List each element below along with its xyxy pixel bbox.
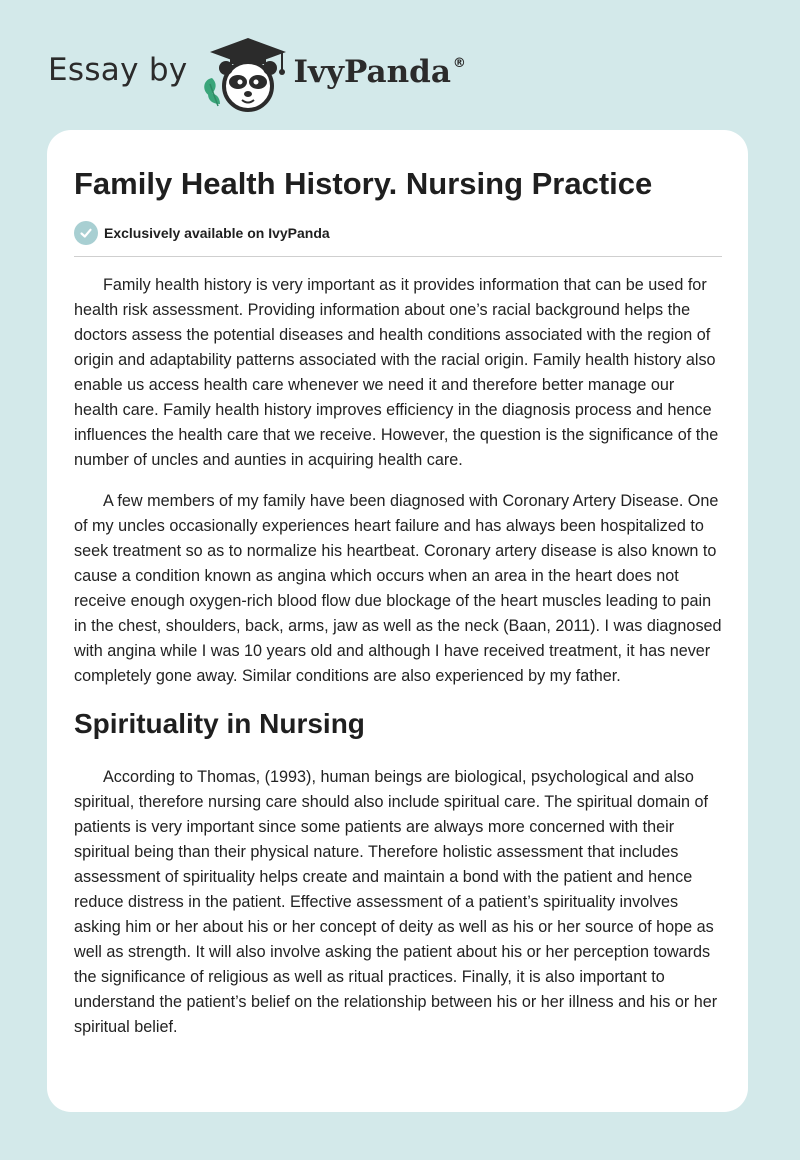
section-heading: Spirituality in Nursing bbox=[74, 708, 365, 739]
check-icon bbox=[74, 221, 98, 245]
panda-graduate-logo-icon[interactable] bbox=[198, 34, 290, 114]
brand-name-text: IvyPanda bbox=[293, 54, 451, 90]
exclusive-badge bbox=[74, 220, 722, 246]
page-title: Family Health History. Nursing Practice bbox=[74, 166, 653, 201]
paragraph-2: A few members of my family have been diagnosed with Coronary Artery Disease. One of my uncles occasionally experiences heart failure and has always been hospitalized to seek treatment so as to normalize his heartbeat. Coronary artery disease is also known to cause a condition known as angina which occurs when an area in the heart does not receive enough oxygen-rich blood flow due blockage of the heart muscles leading to pain in the chest, shoulders, back, arms, jaw as well as the neck (Baan, 2011). I was diagnosed with angina while I was 10 years old and although I have received treatment, it has never completely gone away. Similar conditions are also experienced by my father. bbox=[74, 492, 722, 685]
essay-by-label: Essay by bbox=[48, 52, 188, 88]
essay-card bbox=[47, 130, 748, 1112]
exclusive-badge-text: Exclusively available on IvyPanda bbox=[104, 225, 330, 241]
leaf-icon bbox=[204, 78, 220, 106]
site-header bbox=[48, 34, 466, 114]
paragraph-1: Family health history is very important as it provides information that can be used for health risk assessment. Providing information about one’s racial background helps the doctors assess the potential diseases and health conditions associated with the region of origin and adaptability patterns associated with the racial origin. Family health history also enable us access health care whenever we need it and therefore better manage our health care. Family health history improves efficiency in the diagnosis process and hence influences the health care that we receive. However, the question is the significance of the number of uncles and aunties in acquiring health care. bbox=[74, 276, 719, 469]
brand-name[interactable] bbox=[294, 54, 466, 90]
registered-mark: ® bbox=[452, 56, 466, 71]
divider bbox=[74, 256, 722, 257]
section-paragraph-1: According to Thomas, (1993), human beings are biological, psychological and also spiritual, therefore nursing care should also include spiritual care. The spiritual domain of patients is very important since some patients are always more concerned with their spiritual being than their physical nature. Therefore holistic assessment that includes assessment of spirituality helps create and maintain a bond with the patient and hence reduce distress in the patient. Effective assessment of a patient’s spirituality involves asking him or her about his or her concept of deity as well as his or her source of hope as well as strength. It will also involve asking the patient about his or her perception towards the significance of religious as well as ritual practices. Finally, it is also important to understand the patient’s belief on the relationship between his or her illness and his or her spiritual belief. bbox=[74, 768, 718, 1036]
